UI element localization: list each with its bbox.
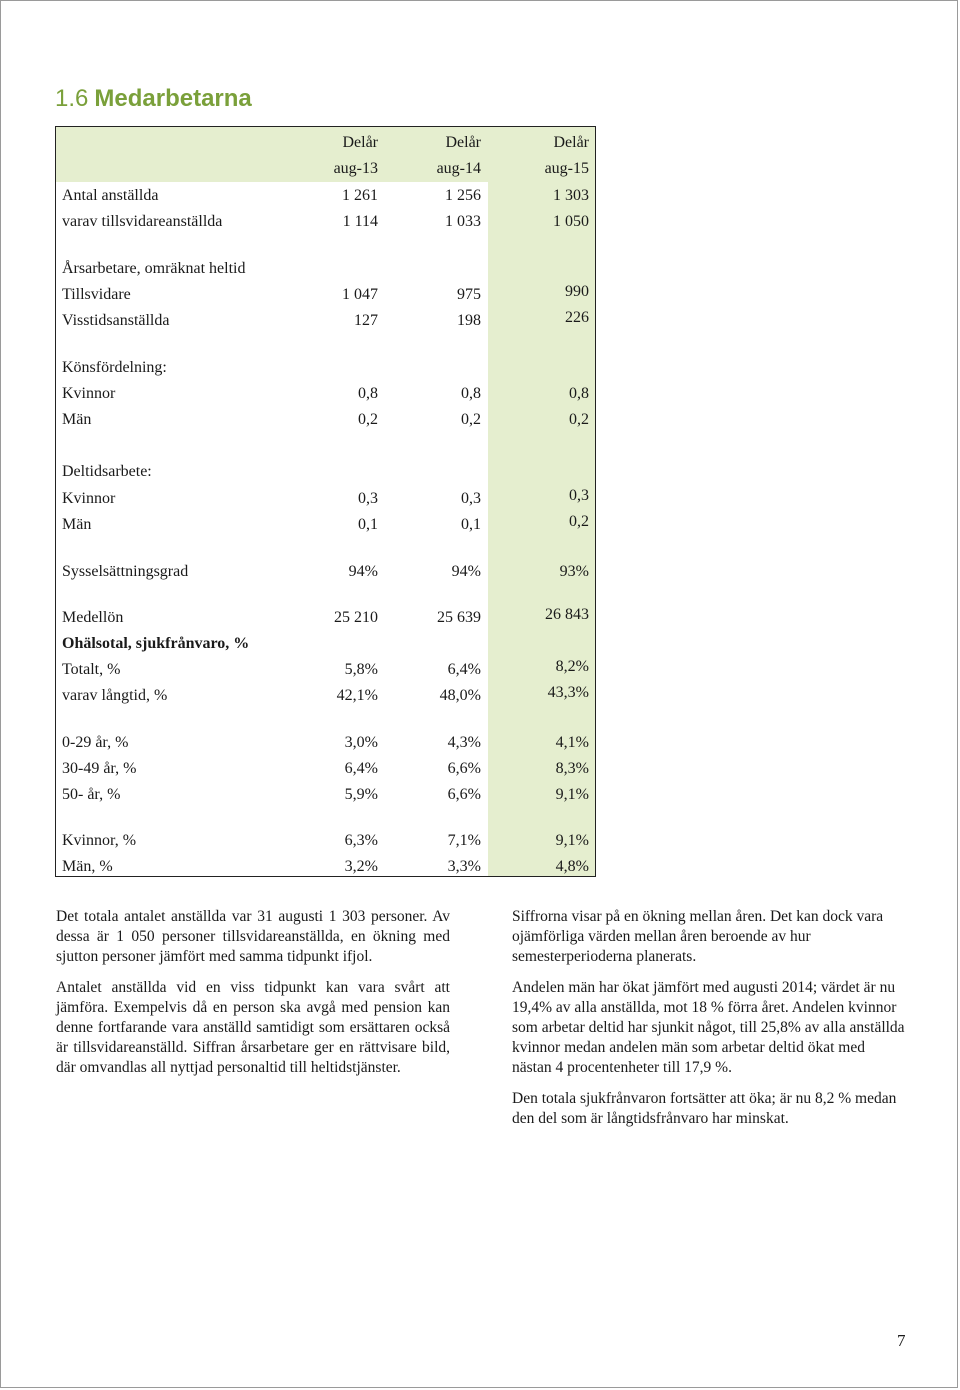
cell: 1 050 — [553, 213, 589, 230]
row-label: Årsarbetare, omräknat heltid — [62, 260, 246, 277]
cell: 0,2 — [358, 411, 378, 428]
cell: 1 261 — [342, 187, 378, 204]
cell: 43,3% — [547, 684, 589, 701]
cell: 0,2 — [569, 411, 589, 428]
row-label: Män — [62, 516, 92, 533]
header-cell: Delår — [553, 134, 589, 151]
cell: 0,8 — [358, 385, 378, 402]
cell: 6,6% — [447, 786, 481, 803]
row-label: Medellön — [62, 609, 124, 626]
table-row — [56, 658, 595, 682]
cell: 4,1% — [555, 734, 589, 751]
cell: 226 — [565, 309, 589, 326]
cell: 990 — [565, 283, 589, 300]
cell: 0,8 — [461, 385, 481, 402]
cell: 48,0% — [439, 687, 481, 704]
table-row — [56, 408, 595, 432]
table-row — [56, 283, 595, 307]
cell: 94% — [451, 563, 481, 580]
table-row — [56, 684, 595, 708]
table-row — [56, 382, 595, 406]
paragraph: Den totala sjukfrånvaron fortsätter att öka; är nu 8,2 % medan den del som är långtidsfrånvaro har minskat. — [512, 1089, 897, 1127]
header-cell: Delår — [342, 134, 378, 151]
cell: 94% — [348, 563, 378, 580]
table-row — [56, 757, 595, 781]
cell: 0,2 — [461, 411, 481, 428]
table-row — [56, 829, 595, 853]
cell: 6,4% — [447, 661, 481, 678]
cell: 127 — [354, 312, 378, 329]
row-label: Antal anställda — [62, 187, 159, 204]
header-cell: aug-14 — [436, 160, 481, 177]
table-row — [56, 184, 595, 208]
page-number: 7 — [897, 1331, 906, 1350]
table-row — [56, 632, 595, 656]
cell: 0,2 — [569, 513, 589, 530]
row-label: 0-29 år, % — [62, 734, 129, 751]
cell: 0,3 — [358, 490, 378, 507]
cell: 26 843 — [545, 606, 589, 623]
row-label: Män, % — [62, 858, 113, 875]
cell: 8,2% — [555, 658, 589, 675]
row-label: Kvinnor — [62, 385, 116, 402]
table-row — [56, 560, 595, 584]
table-row — [56, 487, 595, 511]
table-row — [56, 460, 595, 484]
cell: 198 — [457, 312, 481, 329]
cell: 4,3% — [447, 734, 481, 751]
row-label: Totalt, % — [62, 661, 121, 678]
header-cell: Delår — [445, 134, 481, 151]
table-row — [56, 731, 595, 755]
cell: 4,8% — [555, 858, 589, 875]
paragraph: Andelen män har ökat jämfört med augusti 2014; värdet är nu 19,4% av alla anställda, mot 18 % förra året. Andelen kvinnor som arbetar deltid har sjunkit något, till 25,8% av alla anställda kvinnor medan andelen män som arbetar deltid ökat med nästan 4 procentenheter till 17,9 %. — [512, 978, 905, 1077]
cell: 6,6% — [447, 760, 481, 777]
paragraph: Antalet anställda vid en viss tidpunkt kan vara svårt att jämföra. Exempelvis då en person ska avgå med pension kan denne fortfarande vara anställd samtidigt som ersättaren också är tillsvidareanställd. Siffran årsarbetare ger en rättvisare bild, där omvandlas all nyttjad personaltid till heltidstjänster. — [56, 978, 450, 1077]
table-row — [56, 855, 595, 879]
table-row — [56, 257, 595, 281]
cell: 8,3% — [555, 760, 589, 777]
table-row — [56, 210, 595, 234]
cell: 0,1 — [461, 516, 481, 533]
cell: 0,3 — [461, 490, 481, 507]
cell: 0,8 — [569, 385, 589, 402]
row-label: 50- år, % — [62, 786, 121, 803]
row-label: Sysselsättningsgrad — [62, 563, 189, 580]
row-label: Deltidsarbete: — [62, 463, 152, 480]
cell: 3,3% — [447, 858, 481, 875]
header-cell: aug-15 — [544, 160, 589, 177]
table-header-row-top — [56, 131, 595, 155]
row-label: Tillsvidare — [62, 286, 131, 303]
cell: 6,4% — [344, 760, 378, 777]
section-title: Medarbetarna — [94, 85, 252, 112]
row-label: varav tillsvidareanställda — [62, 213, 223, 230]
cell: 0,1 — [358, 516, 378, 533]
cell: 5,8% — [344, 661, 378, 678]
cell: 0,3 — [569, 487, 589, 504]
cell: 1 047 — [342, 286, 378, 303]
cell: 1 256 — [445, 187, 481, 204]
section-heading — [55, 85, 252, 113]
row-label: Visstidsanställda — [62, 312, 170, 329]
table-row — [56, 309, 595, 333]
row-label: varav långtid, % — [62, 687, 168, 704]
table-row — [56, 356, 595, 380]
cell: 6,3% — [344, 832, 378, 849]
cell: 3,2% — [344, 858, 378, 875]
body-text-left-column — [56, 907, 450, 1089]
body-text-right-column — [512, 907, 906, 1139]
row-label: Kvinnor, % — [62, 832, 137, 849]
paragraph: Siffrorna visar på en ökning mellan åren. Det kan dock vara ojämförliga värden mellan åren beroende av hur semesterperioderna planerats. — [512, 908, 884, 966]
cell: 3,0% — [344, 734, 378, 751]
row-label: Könsfördelning: — [62, 359, 167, 376]
cell: 975 — [457, 286, 481, 303]
table-row — [56, 513, 595, 537]
cell: 25 210 — [334, 609, 378, 626]
cell: 5,9% — [344, 786, 378, 803]
row-label: Ohälsotal, sjukfrånvaro, % — [62, 635, 250, 652]
cell: 1 033 — [445, 213, 481, 230]
row-label: Män — [62, 411, 92, 428]
table-header-row-bottom — [56, 157, 595, 181]
cell: 93% — [559, 563, 589, 580]
section-number: 1.6 — [55, 85, 89, 112]
cell: 42,1% — [336, 687, 378, 704]
row-label: 30-49 år, % — [62, 760, 137, 777]
cell: 9,1% — [555, 832, 589, 849]
table-row — [56, 783, 595, 807]
table-row — [56, 606, 595, 630]
cell: 1 114 — [342, 213, 378, 230]
cell: 7,1% — [447, 832, 481, 849]
cell: 9,1% — [555, 786, 589, 803]
cell: 25 639 — [437, 609, 481, 626]
header-cell: aug-13 — [333, 160, 378, 177]
row-label: Kvinnor — [62, 490, 116, 507]
staff-statistics-table — [55, 126, 596, 877]
paragraph: Det totala antalet anställda var 31 augusti 1 303 personer. Av dessa är 1 050 personer tillsvidareanställda, en ökning med sjutton personer jämfört med samma tidpunkt ifjol. — [56, 908, 450, 966]
cell: 1 303 — [553, 187, 589, 204]
